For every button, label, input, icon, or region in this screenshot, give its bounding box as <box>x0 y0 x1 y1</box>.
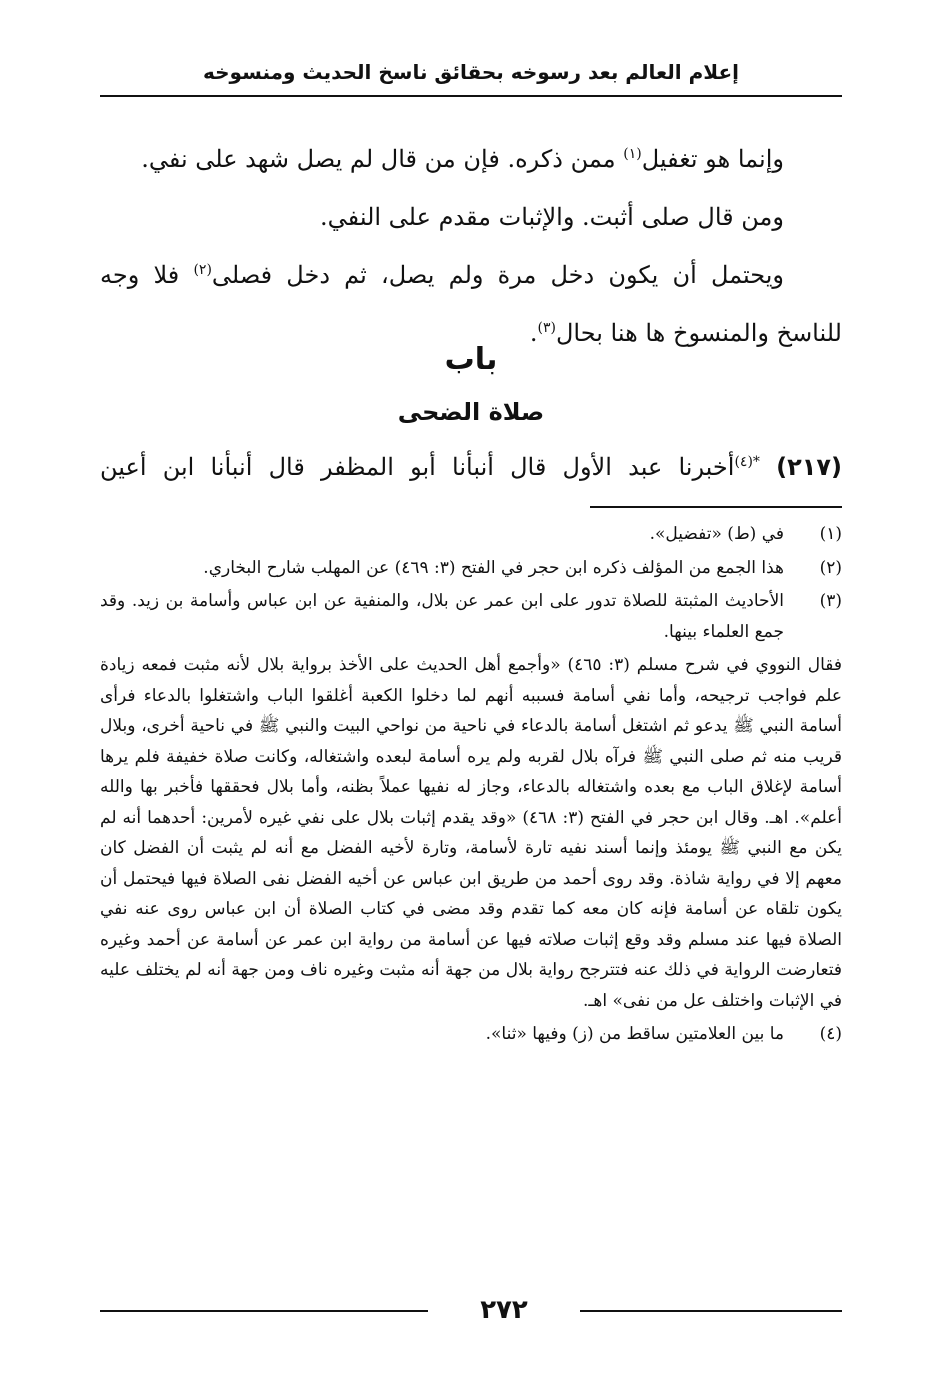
footnote-3-text: الأحاديث المثبتة للصلاة تدور على ابن عمر عن بلال، والمنفية عن ابن عباس وأسامة بن زيد. وقد جمع العلماء بينها. <box>100 591 784 642</box>
asterisk-mark: * <box>752 454 760 470</box>
footnote-ref-2[interactable]: (٢) <box>193 262 212 278</box>
footnote-2 <box>100 553 842 584</box>
paragraph-1 <box>100 130 842 188</box>
page-number-rule-left <box>100 1310 428 1312</box>
footnote-1-number: (١) <box>819 524 842 544</box>
paragraph-3-text-c: . <box>529 319 538 347</box>
footnote-ref-1[interactable]: (١) <box>623 146 642 162</box>
footnote-4-text: ما بين العلامتين ساقط من (ز) وفيها «ثنا». <box>485 1024 784 1044</box>
footnote-2-number: (٢) <box>819 557 842 578</box>
footnote-1 <box>100 519 842 550</box>
paragraph-3-text-b: فلا وجه للناسخ والمنسوخ ها هنا بحال <box>100 261 842 347</box>
hadith-number: (٢١٧) <box>776 453 842 481</box>
paragraph-1-text-b: ممن ذكره. فإن من قال لم يصل شهد على نفي. <box>141 145 624 173</box>
footnote-3-number: (٣) <box>819 591 842 611</box>
hadith-217 <box>100 438 842 496</box>
chapter-heading: باب <box>444 342 498 377</box>
page-number: ٢٧٢ <box>480 1295 528 1325</box>
running-head: إعلام العالم بعد رسوخه بحقائق ناسخ الحديث ومنسوخه <box>203 60 739 84</box>
footnote-divider <box>590 506 842 508</box>
footnote-3 <box>100 586 842 647</box>
page-number-rule-right <box>580 1310 842 1312</box>
footnote-4-number: (٤) <box>819 1024 842 1044</box>
footnotes <box>100 519 842 1053</box>
footnote-4 <box>100 1019 842 1050</box>
footnote-ref-4[interactable]: (٤) <box>734 454 753 470</box>
main-text <box>100 130 842 362</box>
chapter-subheading: صلاة الضحى <box>397 398 545 426</box>
footnote-2-text: هذا الجمع من المؤلف ذكره ابن حجر في الفتح (٣: ٤٦٩) عن المهلب شارح البخاري. <box>203 557 784 578</box>
footnote-1-text: في (ط) «تفضيل». <box>649 524 784 544</box>
paragraph-2: ومن قال صلى أثبت. والإثبات مقدم على النفي. <box>320 203 784 231</box>
header-divider <box>100 95 842 97</box>
hadith-text: أخبرنا عبد الأول قال أنبأنا أبو المظفر قال أنبأنا ابن أعين <box>100 453 735 481</box>
paragraph-3-text-a: ويحتمل أن يكون دخل مرة ولم يصل، ثم دخل فصلى <box>211 261 785 289</box>
footnote-ref-3[interactable]: (٣) <box>537 320 556 336</box>
footnote-3-continuation: فقال النووي في شرح مسلم (٣: ٤٦٥) «وأجمع أهل الحديث على الأخذ برواية بلال لأنه مثبت فمعه زيادة علم فواجب ترجيحه، وأما نفي أسامة فسببه أنهم لما دخلوا الكعبة أغلقوا الباب واشتغلوا بالدعاء فرأى أسامة النبي ﷺ يدعو ثم اشتغل أسامة بالدعاء في ناحية من نواحي البيت والنبي ﷺ في ناحية أخرى، وبلال قريب منه ثم صلى النبي ﷺ فرآه بلال لقربه ولم يره أسامة لبعده واشتغاله، وكانت صلاة خفيفة فلم يرها أسامة لإغلاق الباب مع بعده واشتغاله بالدعاء، وجاز له نفيها عملاً بظنه، وأما بلال فحققها فأخبر بها والله أعلم». اهـ. وقال ابن حجر في الفتح (٣: ٤٦٨) «وقد يقدم إثبات بلال على نفي غيره لأمرين: أحدهما أنه لم يكن مع النبي ﷺ يومئذ وإنما أسند نفيه تارة لأسامة، وتارة لأخيه الفضل مع أنه لم يثبت أن الفضل كان معهم إلا في رواية شاذة. وقد روى أحمد من طريق ابن عباس عن أخيه الفضل نفى الصلاة فيها فيحتمل أن يكون تلقاه عن أسامة فإنه كان معه كما تقدم وقد مضى في كتاب الصلاة أن ابن عباس روى عنه نفي الصلاة فيها عند مسلم وقد وقع إثبات صلاته فيها عن أسامة من رواية ابن عمر عن أسامة عن أحمد وغيره فتعارضت الرواية في ذلك عنه فتترجح رواية بلال من جهة أنه مثبت وغيره ناف ومن جهة أنه لم يختلف عليه في الإثبات واختلف عل من نفى» اهـ. <box>100 655 843 1011</box>
paragraph-1-text-a: وإنما هو تغفيل <box>641 145 784 173</box>
